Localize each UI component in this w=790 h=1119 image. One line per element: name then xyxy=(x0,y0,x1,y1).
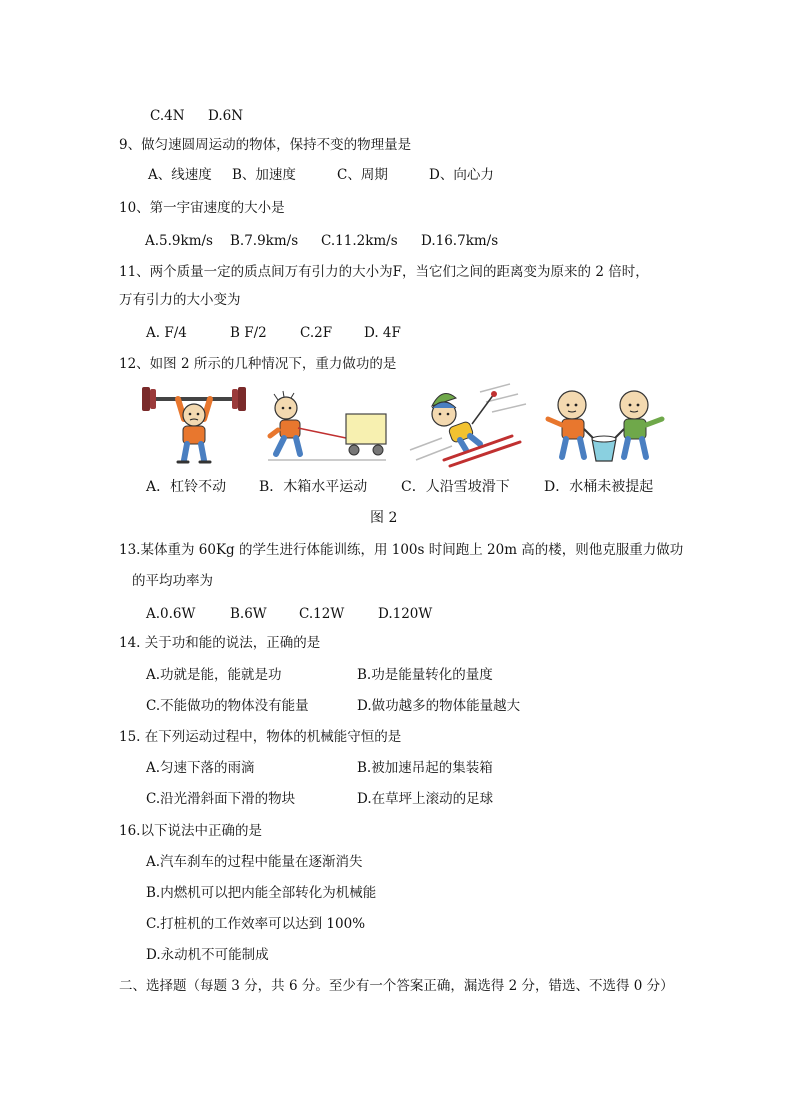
q16-option-d: D.永动机不可能制成 xyxy=(146,947,269,963)
q11-stem-line2: 万有引力的大小变为 xyxy=(119,292,241,308)
q14-option-c: C.不能做功的物体没有能量 xyxy=(146,698,309,714)
q10-stem: 10、第一宇宙速度的大小是 xyxy=(119,200,285,216)
q10-option-a: A.5.9km/s xyxy=(145,233,213,249)
q13-stem-line2: 的平均功率为 xyxy=(132,573,213,589)
q9-option-a: A、线速度 xyxy=(148,167,212,183)
figure-pulling-box xyxy=(264,390,390,466)
q14-option-a: A.功就是能，能就是功 xyxy=(146,667,282,683)
q9-option-d: D、向心力 xyxy=(429,167,494,183)
q10-option-b: B.7.9km/s xyxy=(230,233,299,249)
q13-stem-line1: 13.某体重为 60Kg 的学生进行体能训练，用 100s 时间跑上 20m 高的楼，则他克服重力做功 xyxy=(119,542,684,558)
q14-option-b: B.功是能量转化的量度 xyxy=(357,667,493,683)
q16-stem: 16.以下说法中正确的是 xyxy=(119,823,262,839)
q12-caption-d: D．水桶未被提起 xyxy=(544,479,654,495)
q15-option-d: D.在草坪上滚动的足球 xyxy=(357,791,494,807)
q15-stem: 15. 在下列运动过程中，物体的机械能守恒的是 xyxy=(119,729,402,745)
q9-option-c: C、周期 xyxy=(337,167,388,183)
q9-stem: 9、做匀速圆周运动的物体，保持不变的物理量是 xyxy=(119,137,412,153)
q10-option-c: C.11.2km/s xyxy=(321,233,398,249)
q14-option-d: D.做功越多的物体能量越大 xyxy=(357,698,521,714)
figure-bucket-kids xyxy=(542,383,668,469)
q14-stem: 14. 关于功和能的说法，正确的是 xyxy=(119,635,321,651)
q12-caption-c: C．人沿雪坡滑下 xyxy=(401,479,510,495)
q15-option-b: B.被加速吊起的集装箱 xyxy=(357,760,493,776)
q15-option-c: C.沿光滑斜面下滑的物块 xyxy=(146,791,296,807)
q11-option-b: B F/2 xyxy=(230,325,267,341)
q13-option-a: A.0.6W xyxy=(146,606,196,622)
figure-skier xyxy=(402,380,532,468)
q11-option-c: C.2F xyxy=(300,325,333,341)
q12-caption-b: B．木箱水平运动 xyxy=(259,479,368,495)
q12-caption-a: A．杠铃不动 xyxy=(146,479,227,495)
q13-option-b: B.6W xyxy=(230,606,267,622)
q11-option-a: A. F/4 xyxy=(146,325,187,341)
q12-stem: 12、如图 2 所示的几种情况下，重力做功的是 xyxy=(119,356,397,372)
q12-figure-label: 图 2 xyxy=(370,510,398,526)
q13-option-d: D.120W xyxy=(378,606,433,622)
q11-option-d: D. 4F xyxy=(364,325,401,341)
q8-option-c: C.4N xyxy=(150,108,185,124)
q15-option-a: A.匀速下落的雨滴 xyxy=(146,760,255,776)
q10-option-d: D.16.7km/s xyxy=(421,233,499,249)
q11-stem-line1: 11、两个质量一定的质点间万有引力的大小为F，当它们之间的距离变为原来的 2 倍时， xyxy=(119,264,649,280)
q13-option-c: C.12W xyxy=(299,606,345,622)
q8-option-d: D.6N xyxy=(208,108,244,124)
q9-option-b: B、加速度 xyxy=(232,167,296,183)
q16-option-c: C.打桩机的工作效率可以达到 100% xyxy=(146,916,366,932)
section2-heading: 二、选择题（每题 3 分，共 6 分。至少有一个答案正确，漏选得 2 分，错选、不选得 0 分） xyxy=(119,978,674,994)
q16-option-b: B.内燃机可以把内能全部转化为机械能 xyxy=(146,885,377,901)
q16-option-a: A.汽车刹车的过程中能量在逐渐消失 xyxy=(146,854,363,870)
figure-weightlifter xyxy=(140,383,248,465)
